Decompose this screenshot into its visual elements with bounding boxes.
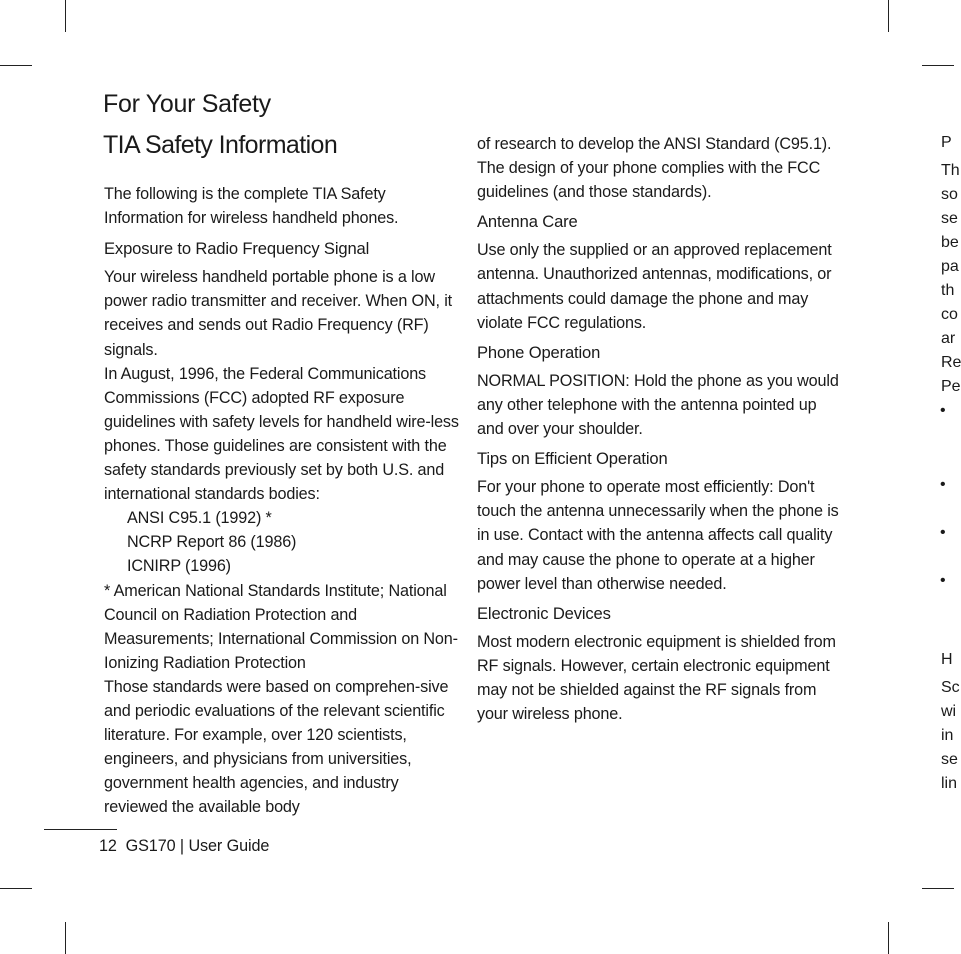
rf-paragraph-3: Those standards were based on comprehen-sive and periodic evaluations of the relevant scientific literature. For example, over 120 scientists, engineers, and physicians from universities, government health agencies, and industry reviewed the available body xyxy=(104,677,449,817)
clipped-text: se xyxy=(941,210,958,227)
clipped-text: P xyxy=(941,134,952,151)
antenna-care-paragraph: Use only the supplied or an approved replacement antenna. Unauthorized antennas, modifications, or attachments could damage the phone and may violate FCC regulations. xyxy=(477,241,832,332)
page-number: 12 xyxy=(99,837,117,855)
phone-operation-paragraph: NORMAL POSITION: Hold the phone as you would any other telephone with the antenna pointed up and over your shoulder. xyxy=(477,371,839,439)
footer-separator: | xyxy=(179,837,185,855)
standard-item: ICNIRP (1996) xyxy=(127,557,231,576)
electronic-devices-paragraph: Most modern electronic equipment is shielded from RF signals. However, certain electronic equipment may not be shielded against the RF signals from your wireless phone. xyxy=(477,632,836,724)
clipped-text: be xyxy=(941,234,959,251)
standard-item: NCRP Report 86 (1986) xyxy=(127,533,297,552)
clipped-text: Th xyxy=(941,162,960,179)
footer xyxy=(99,837,269,856)
crop-mark xyxy=(888,0,889,32)
clipped-text: Sc xyxy=(941,679,960,696)
clipped-text: lin xyxy=(941,775,958,792)
phone-operation-heading: Phone Operation xyxy=(477,342,601,362)
crop-mark xyxy=(0,888,32,889)
guide-title: User Guide xyxy=(188,837,270,855)
crop-mark xyxy=(888,922,889,954)
bullet-icon: • xyxy=(940,402,946,419)
crop-mark xyxy=(65,0,66,32)
footnote-paragraph: * American National Standards Institute; National Council on Radiation Protection and Measurements; International Commission on Non-Ionizing Radiation Protection xyxy=(104,581,458,672)
clipped-text: co xyxy=(941,306,958,323)
clipped-text: so xyxy=(941,186,958,203)
clipped-text: wi xyxy=(941,703,957,720)
footer-rule xyxy=(44,829,117,830)
clipped-text: pa xyxy=(941,258,959,275)
clipped-text: H xyxy=(941,651,953,668)
efficient-operation-paragraph: For your phone to operate most efficiently: Don't touch the antenna unnecessarily when the phone is in use. Contact with the antenna affects call quality and may cause the phone to operate at a higher power level than otherwise needed. xyxy=(477,478,839,593)
intro-paragraph: The following is the complete TIA Safety Information for wireless handheld phones. xyxy=(104,185,399,228)
clipped-text: th xyxy=(941,282,955,299)
electronic-devices-heading: Electronic Devices xyxy=(477,603,611,623)
rf-exposure-heading: Exposure to Radio Frequency Signal xyxy=(104,239,370,259)
clipped-text: se xyxy=(941,751,958,768)
antenna-care-heading: Antenna Care xyxy=(477,212,578,232)
clipped-column-3 xyxy=(940,0,961,954)
page-title: TIA Safety Information xyxy=(103,131,338,159)
rf-paragraph-1: Your wireless handheld portable phone is a low power radio transmitter and receiver. When ON, it receives and sends out Radio Frequency (RF) signals. xyxy=(104,268,453,359)
crop-mark xyxy=(0,65,32,66)
bullet-icon: • xyxy=(940,476,946,493)
bullet-icon: • xyxy=(940,572,946,589)
rf-paragraph-2: In August, 1996, the Federal Communications Commissions (FCC) adopted RF exposure guidelines with safety levels for handheld wire-less phones. Those guidelines are consistent with the safety standards previously set by both U.S. and international standards bodies: xyxy=(104,364,459,504)
column-1 xyxy=(104,182,466,819)
model-name: GS170 xyxy=(125,837,176,855)
crop-mark xyxy=(65,922,66,954)
standard-item: ANSI C95.1 (1992) * xyxy=(127,509,272,528)
clipped-text: Re xyxy=(941,354,961,371)
clipped-text: in xyxy=(941,727,954,744)
column-2 xyxy=(477,132,839,726)
design-paragraph: The design of your phone complies with the FCC guidelines (and those standards). xyxy=(477,159,821,202)
clipped-text: ar xyxy=(941,330,956,347)
continued-paragraph: of research to develop the ANSI Standard (C95.1). xyxy=(477,135,832,153)
section-title: For Your Safety xyxy=(103,90,271,118)
efficient-operation-heading: Tips on Efficient Operation xyxy=(477,449,668,469)
clipped-text: Pe xyxy=(941,378,961,395)
bullet-icon: • xyxy=(940,524,946,541)
